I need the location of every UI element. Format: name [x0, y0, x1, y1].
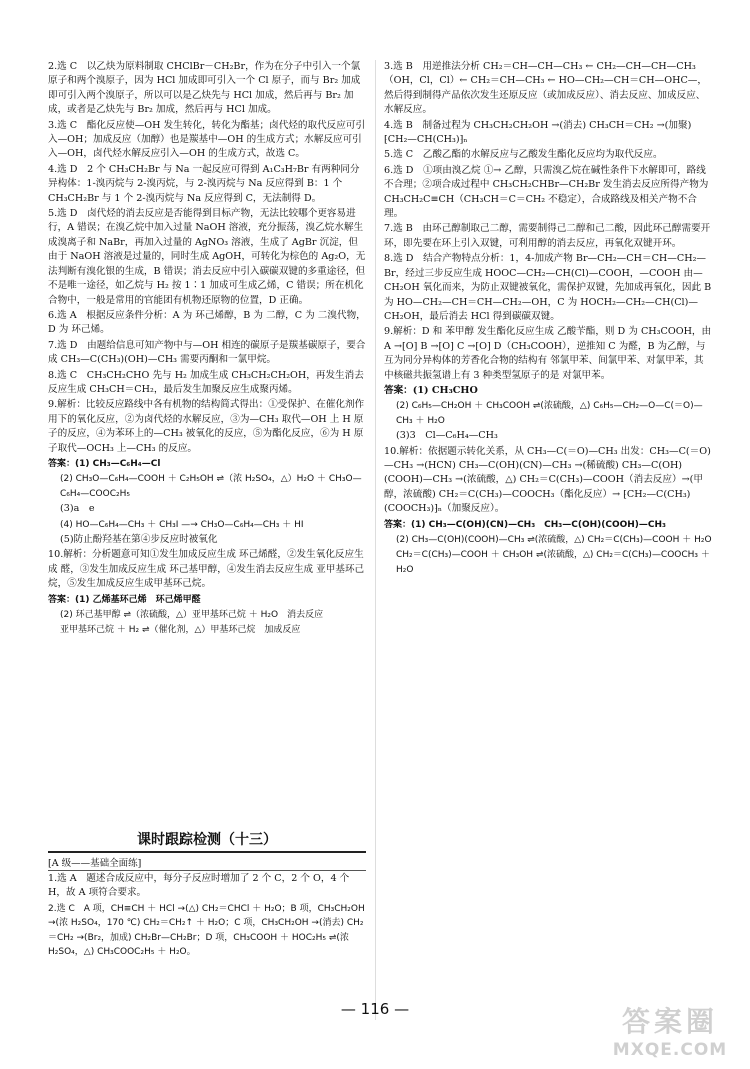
answer-item: 10.解析：分析题意可知①发生加成反应生成 环己烯醛，②发生氧化反应生成 醛，③发生加成反应生成 环己基甲醇，④发生消去反应生成 亚甲基环己烷，⑤发生加成反应生成甲基环己烷。	[48, 549, 365, 590]
answer-item: (3)3 Cl—C₆H₄—CH₃	[396, 430, 498, 442]
reaction-equation: 亚甲基环己烷 ＋ H₂ ⇌（催化剂，△）甲基环己烷 加成反应	[60, 625, 301, 636]
section-body	[48, 872, 366, 960]
left-column	[48, 60, 366, 639]
answer-item: 5.选 D 卤代烃的消去反应是否能得到目标产物，无法比较哪个更容易进行，A 错误；在溴乙烷中加入过量 NaOH 溶液，充分振荡，溴乙烷水解生成溴离子和 NaBr，再加入过量的 AgNO₃ 溶液，生成了 AgBr 沉淀，但由于 NaOH 溶液是过量的，同时生成 AgOH，可转化为棕色的 Ag₂O，无法判断有溴化银的生成，B 错误；消去反应中引入碳碳双键的多重途径，但不是唯一途径，如乙烷与 H₂ 按 1∶1 加成可生成乙烯，C 错误；所在机化合物中，一般是常用的官能团有机物还原物的位置，D 正确。	[48, 208, 366, 306]
answer-item: 9.解析：比较反应路线中各有机物的结构简式得出：①受保护、在催化剂作用下的氧化反应，②为卤代烃的水解反应，③为—CH₃ 取代—OH 上 H 原子的反应，④为苯环上的—CH₃ 被氧化的反应，⑤为酯化反应，⑥为 H 原子取代—OCH₃ 上—CH₃ 的反应。	[48, 399, 365, 454]
answer-item: 7.选 D 由题给信息可知产物中与—OH 相连的碳原子是羰基碳原子，要合成 CH₃—C(CH₃)(OH)—CH₃ 需要丙酮和一氯甲烷。	[48, 339, 366, 366]
watermark-main: 答案圈	[621, 1005, 718, 1038]
level-heading: [A 级——基础全面练]	[48, 854, 366, 871]
answer-item: 2.选 C A 项，CH≡CH ＋ HCl →(△) CH₂＝CHCl ＋ H₂O；B 项，CH₃CH₂OH →(浓 H₂SO₄，170 ℃) CH₂＝CH₂↑ ＋ H₂O；C 项，CH₃CH₂OH →(消去) CH₂＝CH₂ →(Br₂，加成) CH₂Br—CH₂Br；D 项，CH₃COOH ＋ HOC₂H₅ ⇌(浓 H₂SO₄，△) CH₃COOC₂H₅ ＋ H₂O。	[48, 903, 368, 958]
answer-item: 6.选 A 根据反应条件分析：A 为 环己烯醇，B 为 二醇，C 为 二溴代物，D 为 环己烯。	[48, 309, 366, 336]
right-column	[384, 60, 715, 578]
answer-item: 2.选 C 以乙炔为原料制取 CHClBr－CH₂Br，作为在分子中引入一个氯原子和两个溴原子，因为 HCl 加成即可引入一个 Cl 原子，而与 Br₂ 加成即可引入两个溴原子，所以可以是乙炔先与 HCl 加成，然后再与 Br₂ 加成，或者是乙炔先与 Br₂ 加成，然后再与 HCl 加成。	[48, 61, 361, 116]
answer-item: 5.选 C 乙酸乙酯的水解反应与乙酸发生酯化反应均为取代反应。	[384, 149, 663, 161]
answer-key: 答案：(1) CH₃—C₆H₄—Cl	[48, 458, 161, 469]
answer-item: 8.选 C CH₃CH₂CHO 先与 H₂ 加成生成 CH₃CH₂CH₂OH，再发生消去反应生成 CH₃CH＝CH₂，最后发生加聚反应生成聚丙烯。	[48, 369, 364, 395]
answer-item: 10.解析：依据题示转化关系，从 CH₃—C(＝O)—CH₃ 出发：CH₃—C(＝O)—CH₃ →(HCN) CH₃—C(OH)(CN)—CH₃ →(稀硫酸) CH₃—C(OH)(COOH)—CH₃ →(浓硫酸，△) CH₂＝C(CH₃)—COOH（消去反应）→(甲醇，浓硫酸) CH₂＝C(CH₃)—COOCH₃（酯化反应）→ ⁅CH₂—C(CH₃)(COOCH₃)⁆ₙ（加聚反应）。	[384, 445, 711, 515]
reaction-equation: (2) CH₃O—C₆H₄—COOH ＋ C₂H₅OH ⇌（浓 H₂SO₄，△）H₂O ＋ CH₃O—C₆H₄—COOC₂H₅	[60, 474, 362, 499]
section-title: 课时跟踪检测（十三）	[48, 829, 366, 853]
answer-item: 3.选 C 酯化反应使—OH 发生转化，转化为酯基；卤代烃的取代反应可引入—OH；加成反应（加醇）也是羰基中—OH 的生成方式；水解反应可引入—OH，卤代烃水解反应引入—OH 的生成方式，故选 C。	[48, 119, 366, 160]
reaction-equation: (4) HO—C₆H₄—CH₃ ＋ CH₃I —→ CH₃O—C₆H₄—CH₃ ＋ HI	[60, 519, 304, 530]
reaction-equation: (2) 环己基甲醇 ⇌（浓硫酸，△）亚甲基环己烷 ＋ H₂O 消去反应	[60, 610, 324, 621]
answer-item: (3)a e	[60, 503, 95, 515]
watermark-sub: MXQE.COM	[612, 1040, 728, 1060]
page-number: — 116 —	[340, 1000, 410, 1018]
answer-key: 答案：(1) 乙烯基环己烯 环己烯甲醛	[48, 594, 201, 605]
answer-item: 9.解析：D 和 苯甲醇 发生酯化反应生成 乙酸苄酯，则 D 为 CH₃COOH，由 A →[O] B →[O] C →[O] D（CH₃COOH），逆推知 C 为醛，B 为乙醇，与 互为同分异构体的芳香化合物的结构有 邻氯甲苯、间氯甲苯、对氯甲苯，其中核磁共振氢谱上有 3 种类型氢原子的是 对氯甲苯。	[384, 326, 715, 381]
answer-key: 答案：(1) CH₃CHO	[384, 384, 478, 396]
answer-item: (5)防止酚羟基在第④步反应时被氧化	[60, 534, 218, 545]
column-divider	[375, 60, 376, 1020]
answer-item: 6.选 D ①项由溴乙烷 ①→ 乙醇，只需溴乙烷在碱性条件下水解即可，路线不合理；②项合成过程中 CH₃CH₂CHBr—CH₂Br 发生消去反应所得产物为 CH₃CH₂C≡CH（CH₃CH＝C＝CH₂ 不稳定），合成路线及相关产物不合理。	[384, 164, 712, 220]
answer-item: 4.选 D 2 个 CH₃CH₂Br 与 Na 一起反应可得到 A₁C₃H₇Br 有两种同分异构体：1-溴丙烷与 2-溴丙烷，与 2-溴丙烷与 Na 反应得到 B：1 个 CH₃CH₂Br 与 1 个 2-溴丙烷与 Na 反应得到 C，无法制得 D。	[48, 163, 360, 204]
reaction-equation: (2) C₆H₅—CH₂OH ＋ CH₃COOH ⇌(浓硫酸，△) C₆H₅—CH₂—O—C(＝O)—CH₃ ＋ H₂O	[396, 401, 703, 426]
answer-key: 答案：(1) CH₃—C(OH)(CN)—CH₃ CH₃—C(OH)(COOH)—CH₃	[384, 519, 666, 530]
reaction-equation: (2) CH₃—C(OH)(COOH)—CH₃ ⇌(浓硫酸，△) CH₂＝C(CH₃)—COOH ＋ H₂O	[396, 535, 712, 545]
reaction-equation: CH₂＝C(CH₃)—COOH ＋ CH₃OH ⇌(浓硫酸，△) CH₂＝C(CH₃)—COOCH₃ ＋ H₂O	[396, 550, 713, 575]
answer-item: 4.选 B 制备过程为 CH₃CH₂CH₂OH →(消去) CH₃CH＝CH₂ →(加聚) ⁅CH₂—CH(CH₃)⁆ₙ	[384, 119, 695, 146]
answer-item: 3.选 B 用逆推法分析 CH₂＝CH—CH—CH₃ ← CH₂—CH—CH—CH₃（OH，Cl，Cl）← CH₂＝CH—CH₃ ← HO—CH₂—CH＝CH—OHC—，然后得到制得产品依次发生还原反应（或加成反应）、消去反应、加成反应、水解反应。	[384, 61, 707, 116]
watermark-logo	[600, 1000, 740, 1064]
answer-item: 1.选 A 题述合成反应中，每分子反应时增加了 2 个 C，2 个 O，4 个 H，故 A 项符合要求。	[48, 873, 353, 899]
answer-item: 7.选 B 由环己醇制取己二醇，需要制得己二醇和己二酸，因此环己醇需要开环，即先要在环上引入双键，可利用醇的消去反应，再氧化双键开环。	[384, 223, 711, 249]
answer-item: 8.选 D 结合产物特点分析：1，4-加成产物 Br—CH₂—CH＝CH—CH₂—Br，经过三步反应生成 HOOC—CH₂—CH(Cl)—COOH，—COOH 由—CH₂OH 氧化而来，为防止双键被氧化，需保护双键，先加成再氧化，因此 B 为 HO—CH₂—CH＝CH—CH₂—OH，C 为 HOCH₂—CH₂—CH(Cl)—CH₂OH，最后消去 HCl 得到碳碳双键。	[384, 253, 715, 322]
